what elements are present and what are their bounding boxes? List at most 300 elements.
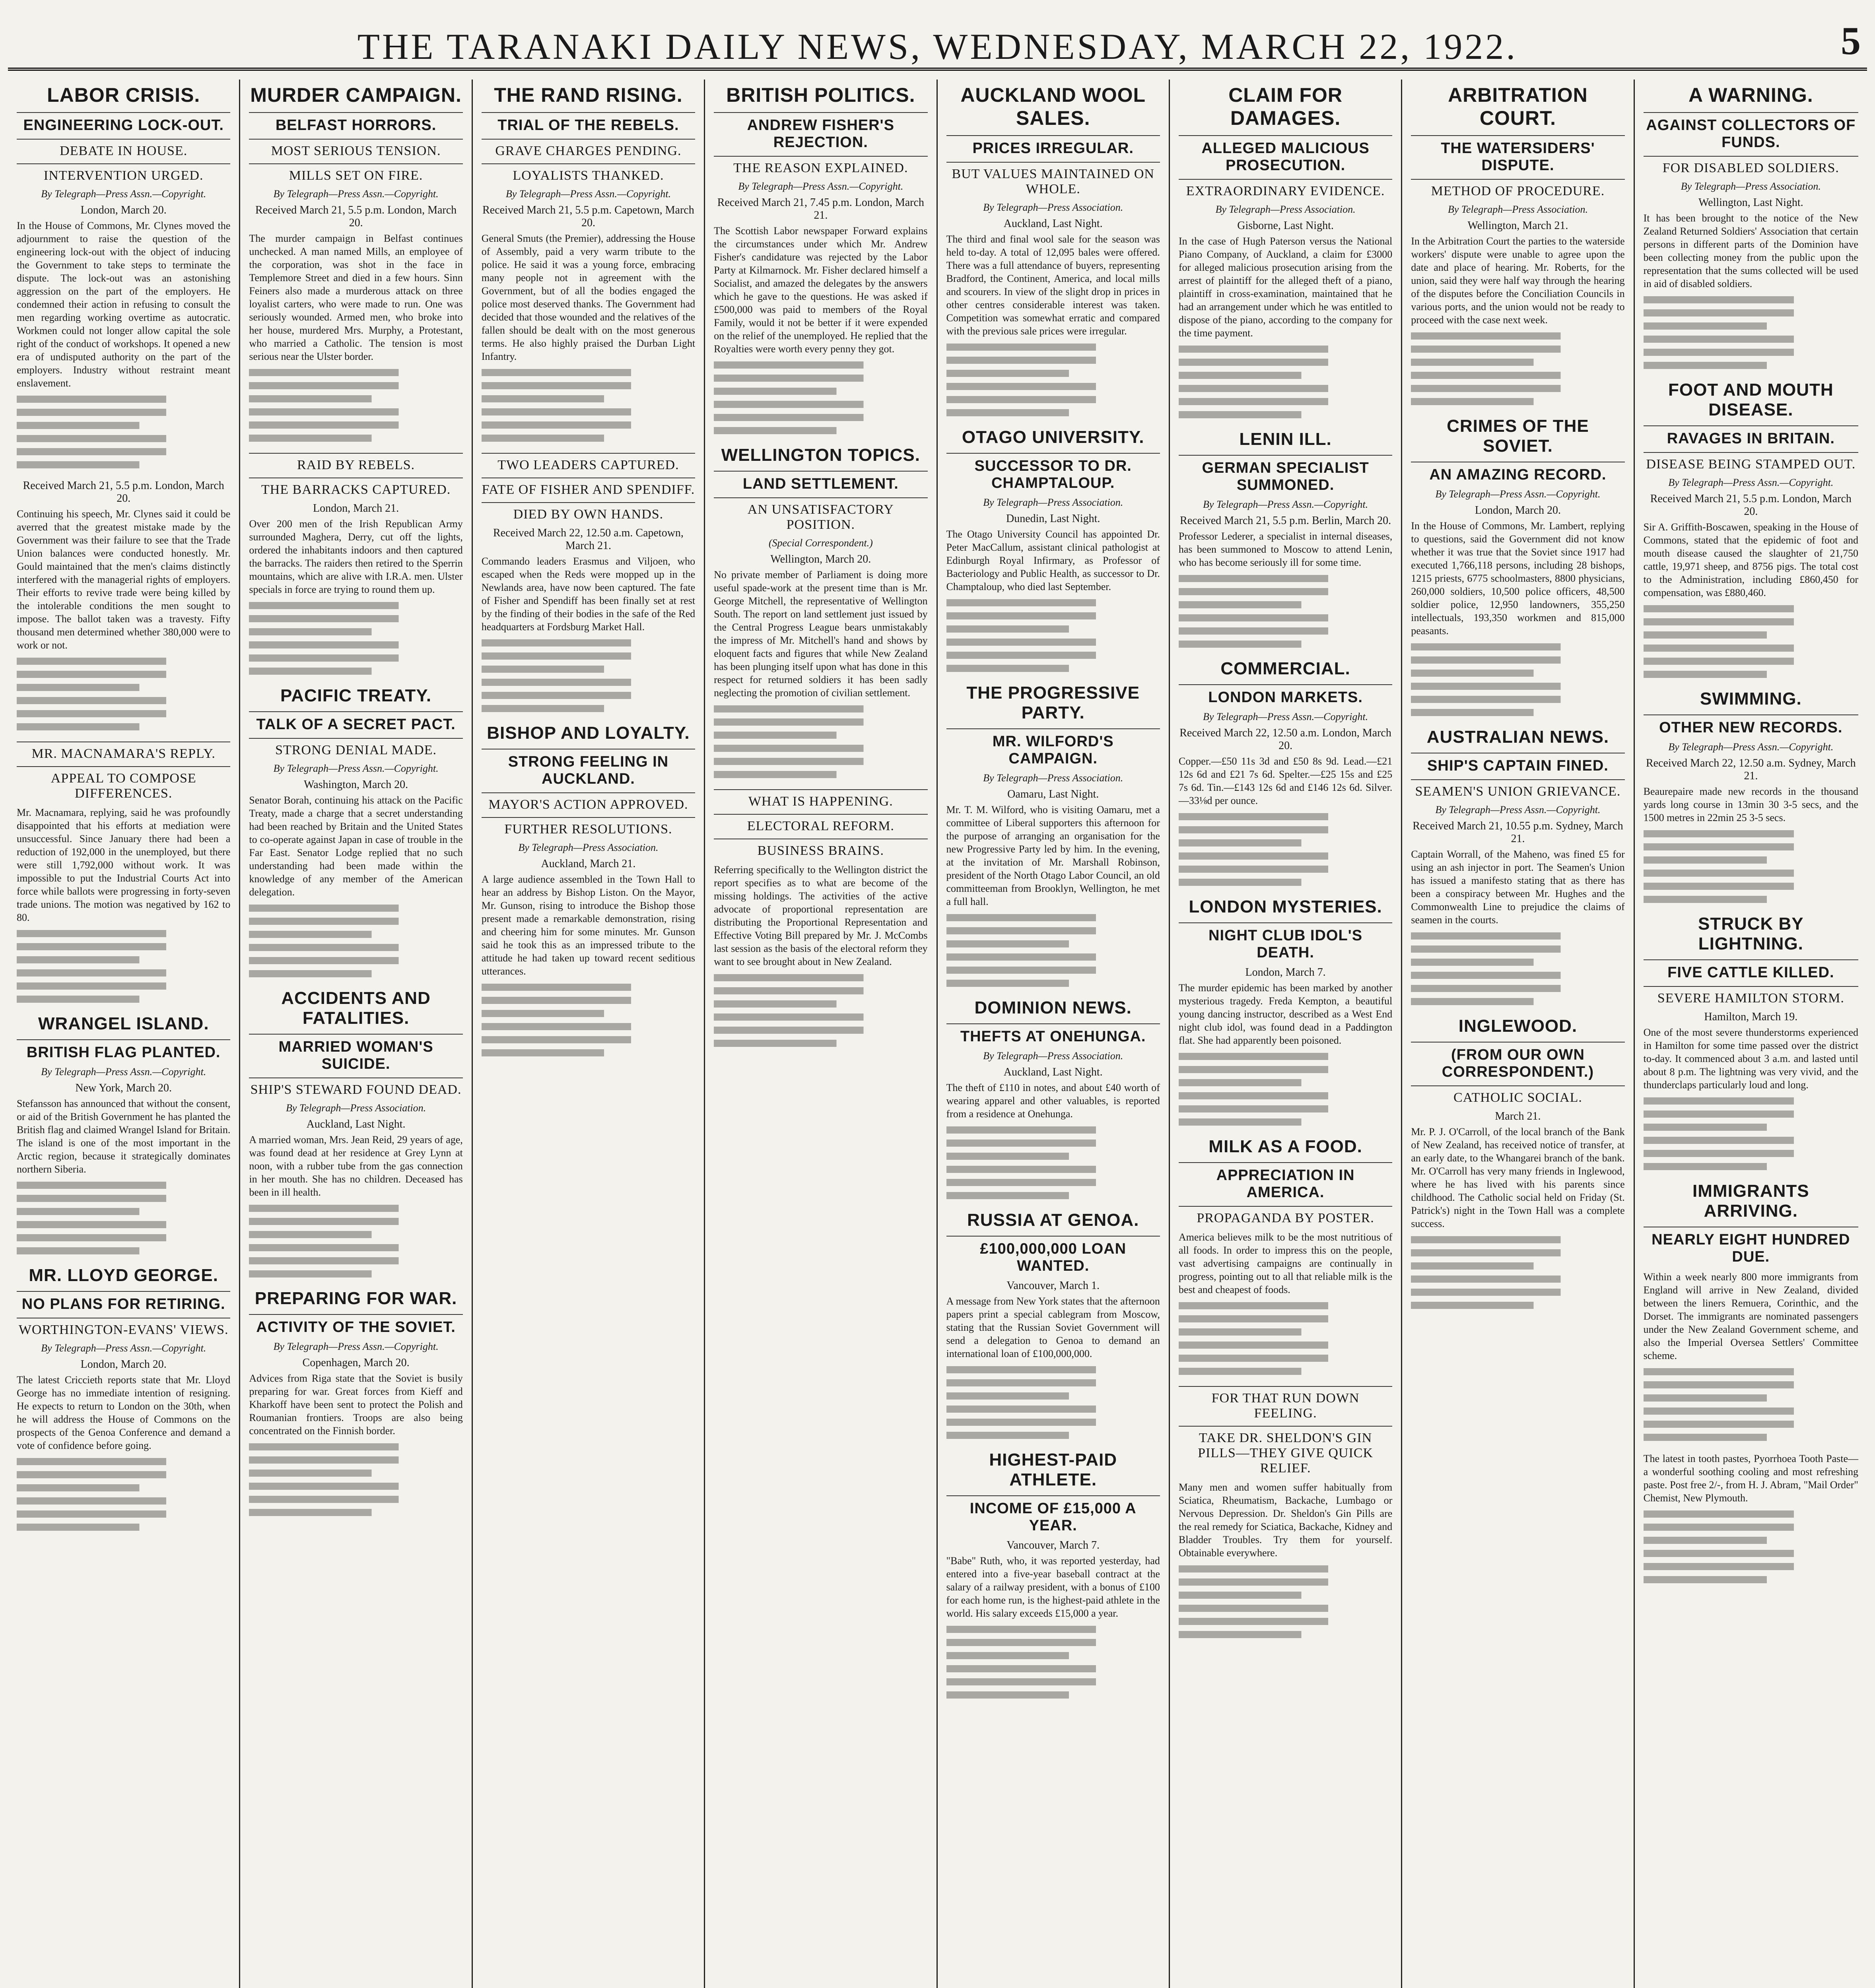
article-subheading: TRIAL OF THE REBELS.: [482, 112, 695, 134]
article-subheading: GERMAN SPECIALIST SUMMONED.: [1179, 455, 1392, 494]
dateline: London, March 21.: [313, 502, 399, 514]
article: [714, 83, 927, 434]
article-subheading: LONDON MARKETS.: [1179, 684, 1392, 706]
article-headline: HIGHEST-PAID ATHLETE.: [989, 1450, 1117, 1489]
text-lines: [946, 370, 1122, 377]
article-subheading: NIGHT CLUB IDOL'S DEATH.: [1179, 922, 1392, 961]
text-lines: [1644, 1124, 1820, 1131]
column-2: [240, 80, 472, 1988]
article-subheading: CATHOLIC SOCIAL.: [1411, 1085, 1624, 1105]
text-lines: [17, 1208, 192, 1215]
text-lines: [946, 1366, 1160, 1373]
dateline: Received March 21, 10.55 p.m. Sydney, March 21.: [1413, 820, 1623, 845]
article-subheading: RAID BY REBELS.: [249, 453, 462, 473]
article-body: A married woman, Mrs. Jean Reid, 29 years of age, was found dead at her residence at Grey Lynn at noon, with a rubber tube from the gas connection in her mouth. She has no children. Deceased has been in ill health.: [249, 1134, 463, 1198]
article-subheading: DEBATE IN HOUSE.: [17, 139, 230, 159]
article-body: "Babe" Ruth, who, it was reported yesterday, had entered into a five-year baseball contract at the salary of a railway president, with a bonus of £100 for each home run, is the highest-paid athlete in the world. His salary exceeds £15,000 a year.: [946, 1555, 1160, 1619]
text-lines: [17, 1221, 230, 1228]
article-body: In the House of Commons, Mr. Clynes moved the adjournment to raise the question of the engineering lock-out with the object of inducing the Government to take steps to terminate the dispute. The lock-out was an astonishing aggression on the part of the employers. He condemned their action in refusing to consult the men regarding working overtime as autocratic. Workmen could not longer allow capital the sole right of the conduct of workshops. It opened a new era of undisputed authority on the part of the employers. Industry without restraint meant enslavement.: [17, 220, 231, 389]
article-subheading: INCOME OF £15,000 A YEAR.: [946, 1495, 1160, 1534]
text-lines: [1644, 618, 1858, 625]
wire-credit: By Telegraph—Press Association.: [983, 202, 1123, 213]
text-lines: [249, 1244, 462, 1251]
text-lines: [249, 1218, 462, 1225]
dateline: London, March 20.: [80, 1358, 167, 1371]
text-lines: [1644, 1163, 1820, 1170]
text-lines: [249, 435, 424, 442]
text-lines: [482, 1049, 657, 1056]
text-lines: [714, 414, 927, 421]
text-lines: [17, 396, 230, 403]
article-subheading: METHOD OF PROCEDURE.: [1411, 179, 1624, 199]
text-lines: [946, 1691, 1122, 1699]
wire-credit: By Telegraph—Press Association.: [983, 497, 1123, 508]
article-headline: THE RAND RISING.: [494, 84, 683, 106]
text-lines: [249, 1257, 462, 1264]
text-lines: [1411, 398, 1586, 405]
text-lines: [946, 396, 1160, 403]
article-subheading: FOR DISABLED SOLDIERS.: [1644, 156, 1858, 176]
text-lines: [1644, 883, 1858, 890]
dateline: Wellington, Last Night.: [1698, 196, 1803, 209]
text-lines: [249, 654, 462, 662]
article-subheading: BELFAST HORRORS.: [249, 112, 462, 134]
text-lines: [482, 421, 695, 429]
article-headline: WELLINGTON TOPICS.: [721, 445, 920, 465]
article-headline: STRUCK BY LIGHTNING.: [1698, 914, 1804, 953]
text-lines: [1179, 1368, 1354, 1375]
column-6: [1170, 80, 1402, 1988]
text-lines: [482, 1023, 695, 1030]
article: [482, 453, 695, 712]
article: [17, 83, 230, 468]
text-lines: [1411, 1289, 1624, 1296]
column-5: [938, 80, 1170, 1988]
article-headline: A WARNING.: [1688, 84, 1813, 106]
text-lines: [249, 615, 462, 622]
article-subheading: SUCCESSOR TO DR. CHAMPTALOUP.: [946, 453, 1160, 492]
dateline: Copenhagen, March 20.: [302, 1357, 410, 1369]
article: [1411, 83, 1624, 405]
dateline: Hamilton, March 19.: [1704, 1011, 1798, 1023]
text-lines: [249, 369, 462, 376]
dateline: Received March 21, 5.5 p.m. London, March 20.: [1650, 493, 1852, 518]
wire-credit: By Telegraph—Press Assn.—Copyright.: [1668, 741, 1834, 753]
text-lines: [714, 375, 927, 382]
text-lines: [714, 427, 889, 434]
text-lines: [1179, 641, 1354, 648]
article-subheading: NEARLY EIGHT HUNDRED DUE.: [1644, 1227, 1858, 1266]
article: [17, 480, 230, 730]
article-body: Over 200 men of the Irish Republican Army surrounded Maghera, Derry, cut off the lights, ordered the inhabitants indoors and then captured the barracks. The raiders then retired to the Sperrin mountains, which are alive with I.R.A. men. Ulster specials in force are trying to round them up.: [249, 518, 463, 595]
article-headline: PACIFIC TREATY.: [280, 686, 432, 705]
article-subheading: FOR THAT RUN DOWN FEELING.: [1179, 1386, 1392, 1421]
article-subheading: TAKE DR. SHELDON'S GIN PILLS—THEY GIVE QUICK RELIEF.: [1179, 1426, 1392, 1476]
text-lines: [946, 1166, 1160, 1173]
article: [17, 1266, 230, 1531]
article-subheading: BUSINESS BRAINS.: [714, 839, 927, 858]
article-subheading: MARRIED WOMAN'S SUICIDE.: [249, 1034, 462, 1073]
dateline: Auckland, Last Night.: [1003, 217, 1103, 230]
text-lines: [1179, 1315, 1392, 1322]
article-body: The third and final wool sale for the season was held to-day. A total of 12,095 bales were offered. There was a full attendance of buyers, representing Bradford, the Continent, America, and local mills and scourers. In view of the slight drop in prices in other centres considerable interest was taken. Competition was somewhat erratic and compared with the previous sale prices were irregular.: [946, 233, 1160, 337]
text-lines: [17, 1497, 230, 1505]
article-body: Advices from Riga state that the Soviet is busily preparing for war. Great forces from Kieff and Kharkoff have been sent to protect the Polish and Roumanian frontiers. Troops are also being concentrated on the Finnish border.: [249, 1373, 463, 1437]
article-subheading: RAVAGES IN BRITAIN.: [1644, 425, 1858, 447]
text-lines: [1179, 1355, 1392, 1362]
article-body: Continuing his speech, Mr. Clynes said it could be averred that the greatest mistake made by the Government was their failure to see that the Trade Union balances were conducted honestly. Mr. Gould maintained that the men's claims distinctly interfered with the managerial rights of employers. Their efforts to revive trade were being killed by the intolerable conditions the men sought to impose. The ballot taken was a travesty. Fifty thousand men determined whether 380,000 were to work or not.: [17, 508, 231, 651]
text-lines: [17, 435, 230, 442]
article-body: Stefansson has announced that without the consent, or aid of the British Government he has planted the British flag and claimed Wrangel Island for Britain. The island is one of the most important in the Arctic region, because it strategically dominates northern Siberia.: [17, 1098, 231, 1175]
article-subheading: LOYALISTS THANKED.: [482, 163, 695, 183]
text-lines: [17, 1234, 230, 1241]
dateline: Received March 22, 12.50 a.m. Capetown, March 21.: [493, 527, 684, 552]
text-lines: [17, 1524, 192, 1531]
text-lines: [1179, 601, 1354, 608]
wire-credit: By Telegraph—Press Assn.—Copyright.: [1668, 477, 1834, 488]
text-lines: [1179, 614, 1392, 621]
article: [1179, 429, 1392, 648]
article: [482, 723, 695, 1056]
text-lines: [946, 1419, 1160, 1426]
article-subheading: SEVERE HAMILTON STORM.: [1644, 986, 1858, 1006]
article: [1411, 727, 1624, 1005]
text-lines: [249, 1470, 424, 1477]
text-lines: [249, 602, 462, 609]
text-lines: [1179, 1592, 1354, 1599]
text-lines: [17, 943, 230, 950]
text-lines: [17, 1247, 192, 1254]
text-lines: [946, 1626, 1160, 1633]
article-headline: ACCIDENTS AND FATALITIES.: [281, 988, 431, 1028]
text-lines: [1644, 349, 1858, 356]
article-subheading: EXTRAORDINARY EVIDENCE.: [1179, 179, 1392, 199]
text-lines: [17, 1458, 230, 1465]
wire-credit: By Telegraph—Press Assn.—Copyright.: [1435, 804, 1601, 815]
text-lines: [17, 697, 230, 704]
text-lines: [714, 987, 927, 994]
text-lines: [17, 1510, 230, 1518]
text-lines: [1411, 1236, 1624, 1243]
text-lines: [714, 705, 927, 712]
text-lines: [946, 1639, 1160, 1646]
text-lines: [1179, 1342, 1392, 1349]
text-lines: [17, 1182, 230, 1189]
article-subheading: £100,000,000 LOAN WANTED.: [946, 1236, 1160, 1275]
article-subheading: PROPAGANDA BY POSTER.: [1179, 1206, 1392, 1226]
wire-credit: By Telegraph—Press Assn.—Copyright.: [273, 188, 439, 200]
text-lines: [714, 771, 889, 778]
text-lines: [249, 905, 462, 912]
text-lines: [1179, 1092, 1392, 1099]
dateline: Washington, March 20.: [303, 779, 408, 791]
article: [249, 83, 462, 442]
text-lines: [17, 658, 230, 665]
text-lines: [17, 409, 230, 416]
text-lines: [482, 369, 695, 376]
article: [1644, 689, 1858, 903]
text-lines: [249, 931, 424, 938]
article-headline: PREPARING FOR WAR.: [255, 1289, 457, 1308]
text-lines: [1644, 1097, 1858, 1105]
text-lines: [1644, 1537, 1820, 1544]
text-lines: [17, 969, 230, 977]
wire-credit: By Telegraph—Press Association.: [1681, 181, 1821, 192]
text-lines: [946, 1140, 1160, 1147]
text-lines: [1411, 1262, 1586, 1270]
article-body: America believes milk to be the most nutritious of all foods. In order to impress this on the people, vast advertising campaigns are continually in progress, pointing out to all that reliable milk is the best and cheapest of foods.: [1178, 1231, 1393, 1295]
article-subheading: MR. WILFORD'S CAMPAIGN.: [946, 728, 1160, 767]
text-lines: [17, 1471, 230, 1478]
article-body: A large audience assembled in the Town Hall to hear an address by Bishop Liston. On the Mayor, Mr. Gunson, rising to introduce the Bishop those present made a remarkable demonstration, rising and cheering him for some minutes. Mr. Gunson said he took this as an impressed tribute to the attitude he had taken up toward recent seditious utterances.: [481, 874, 696, 977]
wire-credit: By Telegraph—Press Association.: [983, 1050, 1123, 1062]
article-body: The latest in tooth pastes, Pyorrhoea Tooth Paste—a wonderful soothing cooling and most refreshing paste. Post free 2/-, from H. J. Abram, "Mail Order" Chemist, New Plymouth.: [1643, 1453, 1858, 1504]
article: [17, 1014, 230, 1254]
article-subheading: ELECTORAL REFORM.: [714, 814, 927, 834]
dateline: Received March 22, 12.50 a.m. London, March 20.: [1179, 727, 1391, 752]
article-subheading: WHAT IS HAPPENING.: [714, 789, 927, 809]
dateline: London, March 20.: [1475, 504, 1561, 516]
article: [1644, 1181, 1858, 1441]
article-subheading: THEFTS AT ONEHUNGA.: [946, 1023, 1160, 1045]
text-lines: [249, 1483, 462, 1490]
article-headline: COMMERCIAL.: [1220, 659, 1350, 678]
text-lines: [482, 1036, 695, 1043]
wire-credit: By Telegraph—Press Assn.—Copyright.: [41, 188, 206, 200]
text-lines: [1179, 1066, 1392, 1073]
text-lines: [946, 940, 1122, 947]
text-lines: [1179, 879, 1354, 886]
text-lines: [1179, 1302, 1392, 1309]
article-headline: INGLEWOOD.: [1458, 1016, 1578, 1036]
text-lines: [1644, 671, 1820, 678]
article-subheading: TWO LEADERS CAPTURED.: [482, 453, 695, 473]
text-lines: [946, 1665, 1160, 1672]
article-subheading: (FROM OUR OWN CORRESPONDENT.): [1411, 1042, 1624, 1081]
text-lines: [482, 984, 695, 991]
text-lines: [249, 421, 462, 429]
article-body: In the Arbitration Court the parties to the waterside workers' dispute were unable to agree upon the date and place of hearing. Mr. Roberts, for the union, said they were half way through the hearing of the disputes before the Conciliation Councils in various ports, and the union would not be ready to proceed with the case next week.: [1411, 235, 1625, 326]
article-body: In the case of Hugh Paterson versus the National Piano Company, of Auckland, a claim for £3000 for alleged malicious prosecution arising from the arrest of plaintiff for the alleged theft of a piano, plaintiff in cross-examination, maintained that he had an arrangement under which he was entitled to dispose of the piano, according to the company for the time payment.: [1178, 235, 1393, 339]
text-lines: [1179, 1328, 1354, 1336]
text-lines: [946, 625, 1122, 633]
text-lines: [1411, 656, 1624, 664]
article-body: No private member of Parliament is doing more useful spade-work at the present time than is Mr. George Mitchell, the representative of Wellington South. The report on land settlement just issued by the Central Progress League bears unmistakably the impress of Mr. Mitchell's hand and shows by eloquent facts and figures that while New Zealand has been plunging itself upon what has done in this respect for returned soldiers it has been sadly neglecting the promotion of civilian settlement.: [714, 569, 928, 699]
text-lines: [1644, 1137, 1858, 1144]
text-lines: [1179, 588, 1392, 595]
article-headline: MR. LLOYD GEORGE.: [29, 1266, 218, 1285]
text-lines: [1411, 709, 1586, 716]
text-lines: [482, 639, 695, 646]
text-lines: [1179, 627, 1392, 635]
text-lines: [1411, 696, 1624, 703]
text-lines: [249, 395, 424, 402]
dateline: Auckland, Last Night.: [306, 1118, 406, 1130]
text-lines: [946, 665, 1122, 672]
article-subheading: APPRECIATION IN AMERICA.: [1179, 1162, 1392, 1201]
article-body: Commando leaders Erasmus and Viljoen, who escaped when the Reds were mopped up in the Newlands area, have now been captured. The fate of Fisher and Spendiff has been finally set at rest by the finding of their bodies in the safe of the Red headquarters at Fordsburg Market Hall.: [481, 555, 696, 633]
text-lines: [17, 461, 192, 468]
text-lines: [482, 679, 695, 686]
text-lines: [17, 1195, 230, 1202]
text-lines: [1411, 1302, 1586, 1309]
text-lines: [1179, 411, 1354, 418]
text-lines: [1411, 332, 1624, 340]
article-headline: AUSTRALIAN NEWS.: [1426, 727, 1609, 747]
article-body: The murder campaign in Belfast continues unchecked. A man named Mills, an employee of the corporation, was shot in the face in Templemore Street and died in a few hours. Sinn Feiners also made a murderous attack on three loyalist carters, who were made to run. One was seriously wounded. Armed men, who broke into her house, murdered Mrs. Murphy, a Protestant, who married a Catholic. The tension is most serious near the Ulster border.: [249, 233, 463, 362]
text-lines: [1644, 362, 1820, 369]
text-lines: [1411, 359, 1586, 366]
text-lines: [714, 1040, 889, 1047]
article-body: Copper.—£50 11s 3d and £50 8s 9d. Lead.—£21 12s 6d and £21 7s 6d. Spelter.—£25 15s and £25 7s 6d. Tin.—£143 12s 6d and £146 12s 6d. Silver.—33⅛d per ounce.: [1178, 755, 1393, 806]
dateline: Received March 22, 12.50 a.m. Sydney, March 21.: [1646, 757, 1856, 782]
text-lines: [946, 1432, 1122, 1439]
wire-credit: By Telegraph—Press Association.: [286, 1102, 426, 1114]
dateline: Gisborne, Last Night.: [1237, 219, 1334, 232]
article-subheading: MILLS SET ON FIRE.: [249, 163, 462, 183]
text-lines: [482, 692, 695, 699]
text-lines: [1411, 985, 1624, 992]
article: [1179, 1386, 1392, 1638]
text-lines: [1179, 575, 1392, 582]
text-lines: [1411, 1249, 1624, 1256]
wire-credit: By Telegraph—Press Association.: [1215, 204, 1356, 215]
masthead: [8, 16, 1867, 71]
article-subheading: TALK OF A SECRET PACT.: [249, 711, 462, 733]
text-lines: [17, 956, 192, 963]
article: [946, 427, 1160, 672]
text-lines: [1644, 1150, 1858, 1157]
text-lines: [482, 666, 657, 673]
text-lines: [946, 914, 1160, 921]
article-body: Within a week nearly 800 more immigrants from England will arrive in New Zealand, divided between the liners Remuera, Corinthic, and the Dorset. The immigrants are nominated passengers under the New Zealand Government scheme, and also the Imperial Oversea Settlers' Committee scheme.: [1643, 1271, 1858, 1361]
text-lines: [249, 1205, 462, 1212]
article: [482, 83, 695, 442]
text-lines: [1179, 372, 1354, 379]
article: [946, 683, 1160, 987]
wire-credit: By Telegraph—Press Assn.—Copyright.: [1203, 711, 1368, 722]
article: [249, 686, 462, 977]
article-subheading: THE BARRACKS CAPTURED.: [249, 478, 462, 497]
article-headline: LABOR CRISIS.: [47, 84, 200, 106]
article-headline: WRANGEL ISLAND.: [38, 1014, 209, 1033]
text-lines: [946, 1153, 1122, 1160]
text-lines: [1644, 1381, 1858, 1388]
article-headline: AUCKLAND WOOL SALES.: [960, 84, 1146, 129]
text-lines: [17, 1484, 192, 1491]
article-subheading: BRITISH FLAG PLANTED.: [17, 1039, 230, 1061]
text-lines: [1179, 1618, 1392, 1625]
article: [249, 1289, 462, 1516]
wire-credit: By Telegraph—Press Assn.—Copyright.: [41, 1342, 206, 1354]
text-lines: [714, 745, 927, 752]
text-lines: [1644, 1510, 1858, 1518]
article-subheading: MAYOR'S ACTION APPROVED.: [482, 792, 695, 812]
article-body: Referring specifically to the Wellington district the report specifies as to what are become of the missing holdings. The activities of the active advocate of proportional representation are distributing the Proportional Representation and Effective Voting Bill prepared by Mr. J. McCombs last session as the basis of the electoral reform they want to see brought about in New Zealand.: [714, 864, 928, 967]
text-lines: [249, 957, 462, 964]
dateline: New York, March 20.: [75, 1082, 172, 1094]
text-lines: [1179, 1565, 1392, 1573]
wire-credit: By Telegraph—Press Association.: [1448, 204, 1588, 215]
article-subheading: FIVE CATTLE KILLED.: [1644, 959, 1858, 981]
article: [1411, 1016, 1624, 1309]
article: [249, 988, 462, 1277]
article: [1644, 1452, 1858, 1583]
text-lines: [17, 684, 192, 691]
article-subheading: NO PLANS FOR RETIRING.: [17, 1291, 230, 1313]
text-lines: [946, 344, 1160, 351]
article-headline: ARBITRATION COURT.: [1448, 84, 1588, 129]
text-lines: [946, 357, 1160, 364]
article: [714, 789, 927, 1047]
text-lines: [1644, 896, 1820, 903]
masthead-title: THE TARANAKI DAILY NEWS, WEDNESDAY, MARCH 22, 1922.: [357, 26, 1518, 67]
article-subheading: INTERVENTION URGED.: [17, 163, 230, 183]
article-headline: MILK AS A FOOD.: [1209, 1137, 1362, 1156]
article: [946, 83, 1160, 416]
text-lines: [482, 1010, 657, 1017]
article-subheading: FATE OF FISHER AND SPENDIFF.: [482, 478, 695, 497]
dateline: Received March 21, 5.5 p.m. London, March 20.: [255, 204, 457, 229]
article-subheading: SHIP'S CAPTAIN FINED.: [1411, 753, 1624, 775]
article-body: Mr. T. M. Wilford, who is visiting Oamaru, met a committee of Liberal supporters this afternoon for the purpose of arranging an organisation for the new Progressive Party led by him. In the evening, at the invitation of Mr. Marshall Robinson, president of the North Otago Labor Council, an old committeeman from Brooklyn, Wellington, he met a full hall.: [946, 804, 1160, 907]
text-lines: [1644, 1576, 1820, 1583]
text-lines: [1644, 1524, 1858, 1531]
text-lines: [249, 944, 462, 951]
wire-credit: By Telegraph—Press Assn.—Copyright.: [1435, 488, 1601, 500]
text-lines: [249, 408, 462, 415]
article-body: Mr. Macnamara, replying, said he was profoundly disappointed that his efforts at mediation were unsuccessful. Since January there had been a reduction of 192,000 in the unemployed, but there were still 1,792,000 without work. It was impossible to put the Industrial Courts Act into force while ballots were progressing in forty-seven trade unions. The motion was negatived by 162 to 80.: [17, 807, 231, 923]
text-lines: [1179, 1053, 1392, 1060]
article: [946, 998, 1160, 1199]
text-lines: [482, 652, 695, 660]
text-lines: [946, 1192, 1122, 1199]
text-lines: [1644, 1434, 1820, 1441]
wire-credit: By Telegraph—Press Association.: [518, 842, 659, 853]
text-lines: [482, 382, 695, 389]
article-body: General Smuts (the Premier), addressing the House of Assembly, paid a very warm tribute to the police. He said it was a young force, embracing many people not in agreement with the Government, but of all the bodies engaged the police most deserved thanks. The Government had decided that those wounded and the relatives of the fallen should be dealt with on the most generous terms. He also highly praised the Durban Light Infantry.: [481, 233, 696, 362]
text-lines: [249, 668, 424, 675]
text-lines: [1411, 372, 1624, 379]
article: [17, 742, 230, 1003]
text-lines: [1644, 830, 1858, 837]
text-lines: [1179, 1631, 1354, 1638]
article-headline: LENIN ILL.: [1239, 429, 1332, 449]
text-lines: [1411, 643, 1624, 650]
text-lines: [249, 1496, 462, 1503]
text-lines: [1411, 683, 1624, 690]
text-lines: [17, 671, 230, 678]
text-lines: [714, 1000, 889, 1008]
article-subheading: PRICES IRREGULAR.: [946, 135, 1160, 157]
dateline: Dunedin, Last Night.: [1006, 513, 1100, 525]
article: [1179, 897, 1392, 1126]
article-subheading: STRONG FEELING IN AUCKLAND.: [482, 749, 695, 788]
article-headline: RUSSIA AT GENOA.: [967, 1210, 1139, 1230]
text-lines: [1644, 856, 1820, 864]
dateline: Received March 21, 5.5 p.m. Capetown, March 20.: [482, 204, 694, 229]
text-lines: [714, 388, 889, 395]
wire-credit: By Telegraph—Press Assn.—Copyright.: [505, 188, 671, 200]
text-lines: [1179, 346, 1392, 353]
dateline: Vancouver, March 1.: [1006, 1279, 1100, 1292]
article-subheading: AN UNSATISFACTORY POSITION.: [714, 497, 927, 532]
text-lines: [249, 382, 462, 389]
text-lines: [946, 409, 1122, 416]
text-lines: [1179, 1578, 1392, 1586]
article-body: A message from New York states that the afternoon papers print a special cablegram from Moscow, stating that the Russian Soviet Government will send a delegation to Genoa to demand an international loan of £100,000,000.: [946, 1295, 1160, 1359]
dateline: Auckland, Last Night.: [1003, 1066, 1103, 1078]
